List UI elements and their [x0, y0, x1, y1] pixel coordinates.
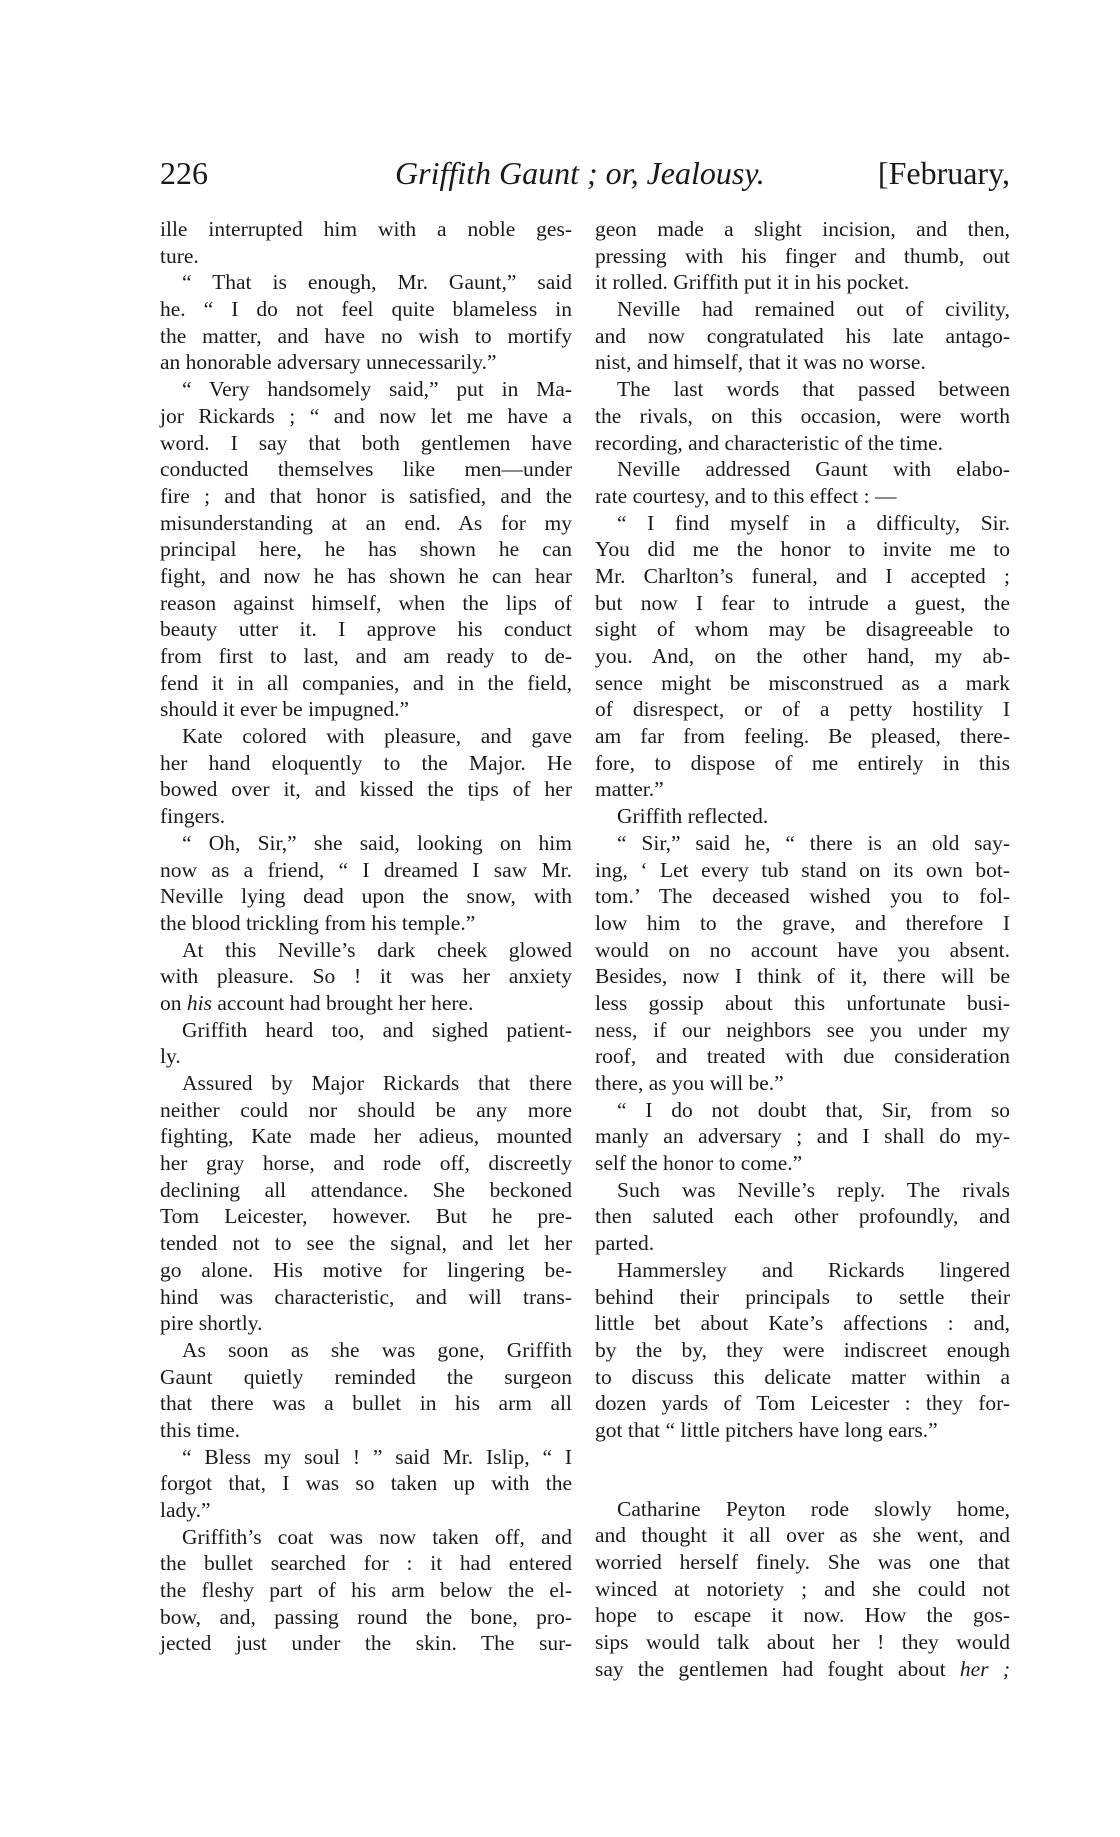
text-line: on his account had brought her here.: [160, 990, 474, 1015]
right-column-section-a: [595, 216, 1010, 1444]
text-line: “ I find myself in a difficulty, Sir.: [617, 510, 1010, 535]
text-line: sips would talk about her ! they would: [595, 1630, 1010, 1655]
text-line: bowed over it, and kissed the tips of her: [160, 777, 572, 802]
text-line: As soon as she was gone, Griffith: [182, 1337, 572, 1362]
text-line: of disrespect, or of a petty hostility I: [595, 697, 1010, 722]
text-line: Neville had remained out of civility,: [617, 297, 1010, 322]
text-line: winced at notoriety ; and she could not: [595, 1576, 1010, 1601]
text-line: Tom Leicester, however. But he pre-: [160, 1204, 572, 1229]
text-line: Griffith’s coat was now taken off, and: [182, 1524, 572, 1549]
text-line: fighting, Kate made her adieus, mounted: [160, 1124, 572, 1149]
text-line: ly.: [160, 1044, 181, 1069]
text-line: “ Very handsomely said,” put in Ma-: [182, 377, 572, 402]
text-line: behind their principals to settle their: [595, 1284, 1010, 1309]
text-line: the rivals, on this occasion, were worth: [595, 403, 1010, 428]
text-line: ness, if our neighbors see you under my: [595, 1017, 1010, 1042]
text-line: pire shortly.: [160, 1311, 263, 1336]
text-line: the fleshy part of his arm below the el-: [160, 1578, 572, 1603]
page-number: 226: [160, 155, 208, 191]
text-line: matter.”: [595, 777, 664, 802]
text-line: “ That is enough, Mr. Gaunt,” said: [182, 270, 572, 295]
text-line: jor Rickards ; “ and now let me have a: [160, 403, 572, 428]
text-line: he. “ I do not feel quite blameless in: [160, 297, 572, 322]
text-line: misunderstanding at an end. As for my: [160, 510, 572, 535]
text-line: roof, and treated with due consideration: [595, 1044, 1010, 1069]
text-line: hind was characteristic, and will trans-: [160, 1284, 572, 1309]
text-line: recording, and characteristic of the time.: [595, 430, 944, 455]
text-line: her gray horse, and rode off, discreetly: [160, 1151, 572, 1176]
text-line: Mr. Charlton’s funeral, and I accepted ;: [595, 563, 1010, 588]
text-line: that there was a bullet in his arm all: [160, 1391, 572, 1416]
text-line: am far from feeling. Be pleased, there-: [595, 724, 1010, 749]
text-line: Griffith heard too, and sighed patient-: [182, 1017, 572, 1042]
text-line: go alone. His motive for lingering be-: [160, 1257, 572, 1282]
text-line: Hammersley and Rickards lingered: [617, 1257, 1010, 1282]
text-line: forgot that, I was so taken up with the: [160, 1471, 572, 1496]
text-line: but now I fear to intrude a guest, the: [595, 590, 1010, 615]
text-line: You did me the honor to invite me to: [595, 537, 1010, 562]
text-line: less gossip about this unfortunate busi-: [595, 990, 1010, 1015]
text-line: fire ; and that honor is satisfied, and the: [160, 483, 572, 508]
text-line: jected just under the skin. The sur-: [160, 1631, 572, 1656]
text-line: fend it in all companies, and in the field,: [160, 670, 572, 695]
left-column: [160, 216, 572, 1657]
text-line: At this Neville’s dark cheek glowed: [182, 937, 572, 962]
text-line: bow, and, passing round the bone, pro-: [160, 1604, 572, 1629]
text-line: “ Bless my soul ! ” said Mr. Islip, “ I: [182, 1444, 572, 1469]
text-line: her hand eloquently to the Major. He: [160, 750, 572, 775]
text-line: hope to escape it now. How the gos-: [595, 1603, 1010, 1628]
text-line: to discuss this delicate matter within a: [595, 1364, 1010, 1389]
text-line: rate courtesy, and to this effect : —: [595, 483, 897, 508]
text-line: an honorable adversary unnecessarily.”: [160, 350, 497, 375]
text-line: the blood trickling from his temple.”: [160, 910, 476, 935]
text-line: Besides, now I think of it, there will be: [595, 964, 1010, 989]
section-break: [595, 1444, 1010, 1496]
text-line: the matter, and have no wish to mortify: [160, 323, 572, 348]
text-line: The last words that passed between: [617, 377, 1010, 402]
text-line: ture.: [160, 243, 199, 268]
text-line: declining all attendance. She beckoned: [160, 1177, 572, 1202]
text-line: conducted themselves like men—under: [160, 457, 572, 482]
text-line: it rolled. Griffith put it in his pocket.: [595, 270, 910, 295]
text-line: manly an adversary ; and I shall do my-: [595, 1124, 1010, 1149]
text-line: lady.”: [160, 1498, 211, 1522]
text-line: reason against himself, when the lips of: [160, 590, 572, 615]
text-line: self the honor to come.”: [595, 1151, 803, 1176]
text-line: fore, to dispose of me entirely in this: [595, 750, 1010, 775]
text-line: Griffith reflected.: [617, 804, 769, 829]
text-line: this time.: [160, 1417, 241, 1442]
text-line: beauty utter it. I approve his conduct: [160, 617, 572, 642]
text-line: tended not to see the signal, and let her: [160, 1231, 572, 1256]
text-line: by the by, they were indiscreet enough: [595, 1337, 1010, 1362]
page-header: [160, 155, 1010, 205]
header-month: [February,: [877, 155, 1010, 191]
text-line: you. And, on the other hand, my ab-: [595, 644, 1010, 668]
text-line: fight, and now he has shown he can hear: [160, 563, 572, 588]
text-line: should it ever be impugned.”: [160, 697, 409, 722]
text-line: principal here, he has shown he can: [160, 537, 572, 562]
right-column-section-b: [595, 1496, 1010, 1683]
text-line: Assured by Major Rickards that there: [182, 1071, 572, 1095]
text-line: Neville addressed Gaunt with elabo-: [617, 457, 1010, 482]
text-line: “ Sir,” said he, “ there is an old say-: [617, 830, 1010, 855]
text-line: sence might be misconstrued as a mark: [595, 670, 1010, 695]
text-line: from first to last, and am ready to de-: [160, 644, 572, 668]
text-line: Catharine Peyton rode slowly home,: [617, 1496, 1010, 1521]
text-line: got that “ little pitchers have long ears.”: [595, 1417, 938, 1442]
text-line: would on no account have you absent.: [595, 937, 1010, 962]
text-line: then saluted each other profoundly, and: [595, 1204, 1010, 1229]
text-line: pressing with his finger and thumb, out: [595, 243, 1010, 268]
right-column: [595, 216, 1010, 1682]
text-line: ille interrupted him with a noble ges-: [160, 217, 572, 241]
text-line: geon made a slight incision, and then,: [595, 217, 1010, 241]
text-line: Neville lying dead upon the snow, with: [160, 884, 572, 909]
text-line: with pleasure. So ! it was her anxiety: [160, 964, 572, 989]
text-line: little bet about Kate’s affections : and,: [595, 1311, 1010, 1336]
text-line: neither could nor should be any more: [160, 1097, 572, 1122]
text-line: now as a friend, “ I dreamed I saw Mr.: [160, 857, 572, 882]
text-line: the bullet searched for : it had entered: [160, 1551, 572, 1576]
text-line: low him to the grave, and therefore I: [595, 910, 1010, 935]
text-line: and thought it all over as she went, and: [595, 1523, 1010, 1548]
text-line: Gaunt quietly reminded the surgeon: [160, 1364, 572, 1389]
text-line: “ Oh, Sir,” she said, looking on him: [182, 830, 572, 855]
text-line: tom.’ The deceased wished you to fol-: [595, 884, 1010, 909]
text-line: “ I do not doubt that, Sir, from so: [617, 1097, 1010, 1122]
running-title: Griffith Gaunt ; or, Jealousy.: [395, 155, 765, 191]
text-line: fingers.: [160, 804, 226, 829]
text-line: dozen yards of Tom Leicester : they for-: [595, 1391, 1010, 1416]
text-line: and now congratulated his late antago-: [595, 323, 1010, 348]
text-line: word. I say that both gentlemen have: [160, 430, 572, 455]
text-line: worried herself finely. She was one that: [595, 1550, 1010, 1574]
text-line: parted.: [595, 1231, 655, 1256]
text-line: there, as you will be.”: [595, 1071, 784, 1095]
text-line: Kate colored with pleasure, and gave: [182, 724, 572, 749]
text-line: nist, and himself, that it was no worse.: [595, 350, 926, 375]
text-line: ing, ‘ Let every tub stand on its own bot-: [595, 857, 1010, 882]
text-line: Such was Neville’s reply. The rivals: [617, 1177, 1010, 1202]
text-line: say the gentlemen had fought about her ;: [595, 1656, 1010, 1681]
text-line: sight of whom may be disagreeable to: [595, 617, 1010, 642]
